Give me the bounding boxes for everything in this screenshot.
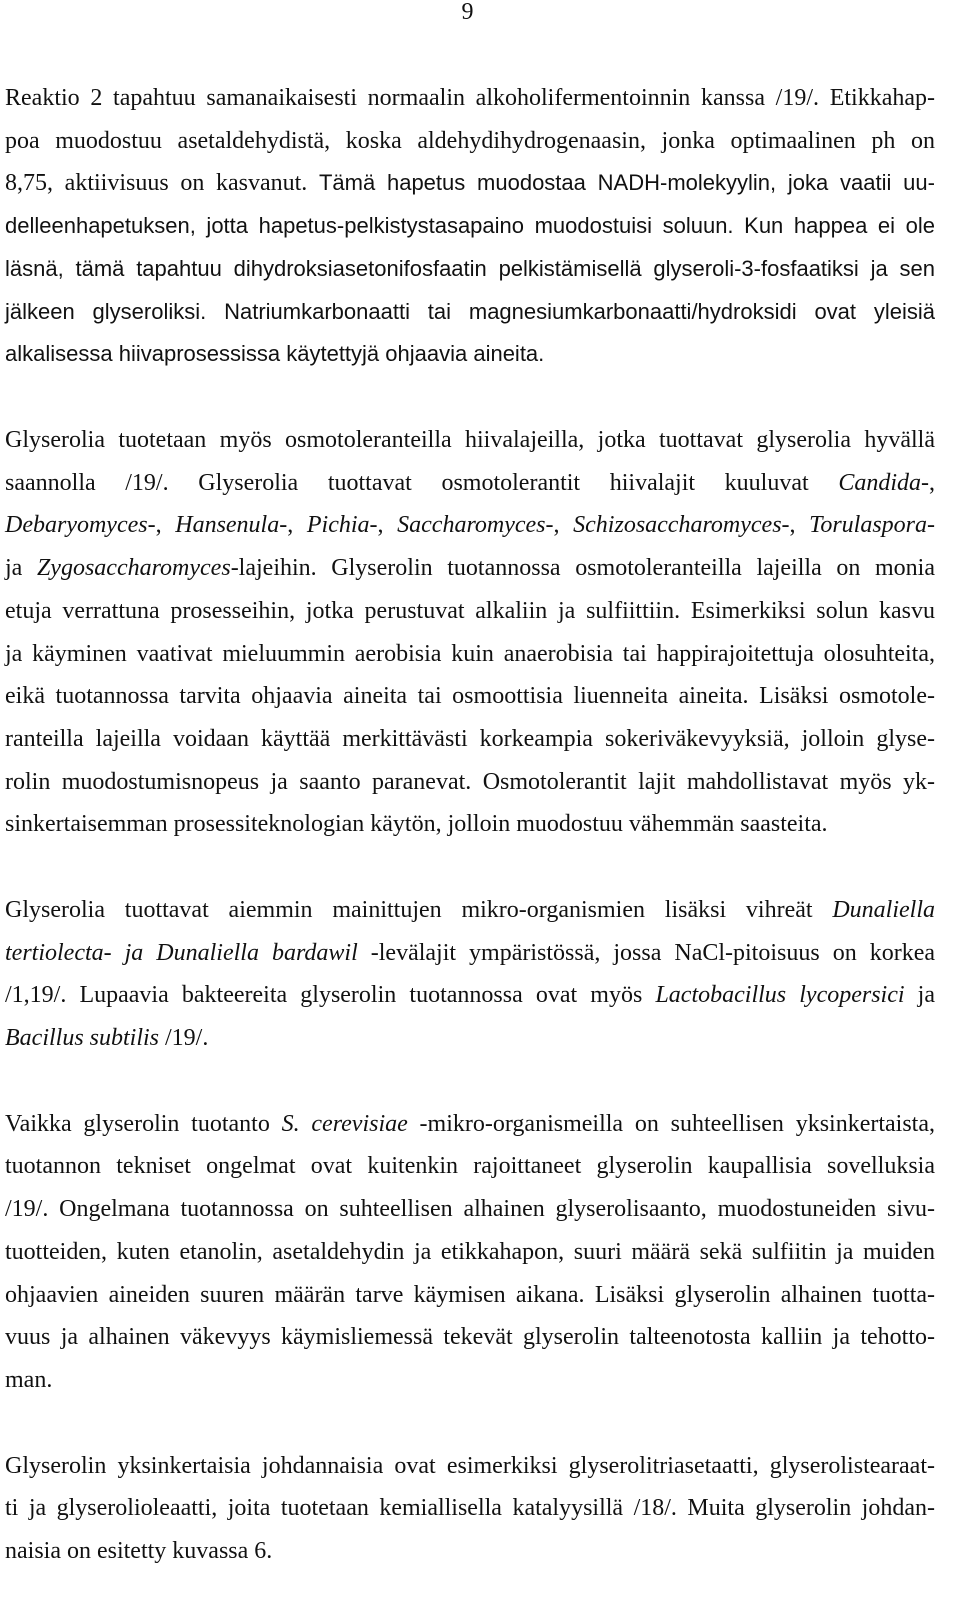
- text-line: [5, 1445, 935, 1488]
- italic-text: S. cerevisiae: [281, 1110, 408, 1137]
- text-segment: ranteilla lajeilla voidaan käyttää merkittävästi korkeampia sokeriväkevyyksiä, jolloin glyse-: [5, 726, 935, 753]
- italic-text: Hansenula: [175, 512, 280, 539]
- text-line: [5, 761, 935, 804]
- text-line: [5, 1188, 935, 1231]
- text-segment: eikä tuotannossa tarvita ohjaavia aineita tai osmoottisia liuenneita aineita. Lisäksi osmotole-: [5, 683, 935, 710]
- italic-text: tertiolecta- ja Dunaliella bardawil: [5, 939, 358, 966]
- text-segment: /1,19/. Lupaavia bakteereita glyserolin tuotannossa ovat myös: [5, 982, 656, 1009]
- text-segment: poa muodostuu asetaldehydistä, koska aldehydihydrogenaasin, jonka optimaalinen ph on: [5, 127, 935, 154]
- text-line: [5, 633, 935, 676]
- italic-text: Torulaspora: [809, 512, 928, 539]
- text-segment: sinkertaisemman prosessiteknologian käytön, jolloin muodostuu vähemmän saasteita.: [5, 811, 828, 838]
- text-line: [5, 675, 935, 718]
- italic-text: Pichia: [306, 512, 370, 539]
- paragraph: [5, 419, 935, 846]
- text-segment: ti ja glyserolioleaatti, joita tuotetaan kemiallisella katalyysillä /18/. Muita glyserolin johdan-: [5, 1495, 935, 1522]
- text-line: [5, 547, 935, 590]
- text-line: [5, 419, 935, 462]
- text-line: [5, 462, 935, 505]
- page-number: 9: [461, 0, 474, 25]
- italic-text: Candida: [838, 469, 921, 496]
- text-line: [5, 1530, 935, 1573]
- text-segment: /19/.: [159, 1025, 209, 1052]
- italic-text: Bacillus subtilis: [5, 1025, 160, 1052]
- document-body: [5, 77, 935, 1573]
- text-segment: /19/. Ongelmana tuotannossa on suhteellisen alhainen glyserolisaanto, muodostuneiden sivu-: [5, 1196, 935, 1223]
- text-segment: Reaktio 2 tapahtuu samanaikaisesti normaalin alkoholifermentoinnin kanssa /19/. Etikkahap-: [5, 85, 935, 111]
- text-line: [5, 162, 935, 205]
- text-line: [5, 803, 935, 846]
- text-segment: naisia on esitetty kuvassa 6.: [5, 1537, 273, 1564]
- text-line: [5, 1359, 935, 1402]
- text-line: [5, 77, 935, 120]
- text-segment: Tämä hapetus muodostaa NADH-molekyylin, joka vaatii uu-: [318, 170, 935, 196]
- italic-text: Lactobacillus lycopersici: [655, 982, 905, 1009]
- text-line: [5, 1145, 935, 1188]
- text-line: [5, 291, 935, 334]
- text-segment: -,: [147, 512, 176, 539]
- text-segment: -,: [369, 512, 398, 539]
- text-segment: alkalisessa hiivaprosessissa käytettyjä ohjaavia aineita.: [5, 341, 545, 367]
- text-segment: -,: [545, 512, 574, 539]
- text-line: [5, 1274, 935, 1317]
- text-segment: ohjaavien aineiden suuren määrän tarve käymisen aikana. Lisäksi glyserolin alhainen tuotta-: [5, 1281, 935, 1308]
- text-line: [5, 889, 935, 932]
- text-line: [5, 974, 935, 1017]
- text-line: [5, 1487, 935, 1530]
- text-line: [5, 1231, 935, 1274]
- paragraph: [5, 77, 935, 376]
- text-segment: tuotteiden, kuten etanolin, asetaldehydin ja etikkahapon, suuri määrä sekä sulfiitin ja muiden: [5, 1238, 935, 1265]
- italic-text: Schizosaccharomyces: [573, 512, 782, 539]
- text-segment: -,: [921, 469, 935, 496]
- text-segment: -mikro-organismeilla on suhteellisen yksinkertaista,: [407, 1110, 935, 1137]
- italic-text: Saccharomyces: [397, 512, 546, 539]
- text-segment: jälkeen glyseroliksi. Natriumkarbonaatti tai magnesiumkarbonaatti/hydroksidi ovat yleisiä: [5, 298, 935, 324]
- text-segment: man.: [5, 1367, 53, 1394]
- text-line: [5, 718, 935, 761]
- text-line: [5, 1103, 935, 1146]
- text-segment: ja: [904, 982, 935, 1009]
- text-line: [5, 590, 935, 633]
- text-segment: Vaikka glyserolin tuotanto: [5, 1110, 282, 1137]
- text-segment: Glyserolin yksinkertaisia johdannaisia ovat esimerkiksi glyserolitriasetaatti, glyserolistearaat-: [5, 1452, 935, 1479]
- text-line: [5, 1017, 935, 1060]
- text-segment: 8,75, aktiivisuus on kasvanut.: [5, 170, 319, 197]
- text-segment: etuja verrattuna prosesseihin, jotka perustuvat alkaliin ja sulfiittiin. Esimerkiksi solun kasvu: [5, 597, 935, 624]
- text-segment: vuus ja alhainen väkevyys käymisliemessä tekevät glyserolin talteenotosta kalliin ja tehotto-: [5, 1324, 935, 1351]
- text-segment: Glyserolia tuotetaan myös osmotoleranteilla hiivalajeilla, jotka tuottavat glyserolia hyvällä: [5, 426, 935, 453]
- text-segment: delleenhapetuksen, jotta hapetus-pelkistystasapaino muodostuisi soluun. Kun happea ei ole: [5, 213, 935, 239]
- text-line: [5, 120, 935, 163]
- text-line: [5, 1316, 935, 1359]
- text-segment: ja: [5, 555, 37, 582]
- paragraph: [5, 889, 935, 1060]
- text-segment: -levälajit ympäristössä, jossa NaCl-pitoisuus on korkea: [357, 939, 935, 966]
- text-segment: saannolla /19/. Glyserolia tuottavat osmotolerantit hiivalajit kuuluvat: [5, 469, 839, 496]
- text-segment: ja käyminen vaativat mieluummin aerobisia kuin anaerobisia tai happirajoitettuja olosuhteita,: [5, 640, 935, 667]
- italic-text: Debaryomyces: [5, 512, 148, 539]
- text-segment: -lajeihin. Glyserolin tuotannossa osmotoleranteilla lajeilla on monia: [230, 555, 935, 582]
- text-line: [5, 205, 935, 248]
- text-segment: -: [927, 512, 936, 539]
- text-segment: tuotannon tekniset ongelmat ovat kuitenkin rajoittaneet glyserolin kaupallisia sovelluksia: [5, 1153, 935, 1180]
- text-line: [5, 333, 935, 376]
- text-line: [5, 248, 935, 291]
- text-segment: Glyserolia tuottavat aiemmin mainittujen mikro-organismien lisäksi vihreät: [5, 896, 833, 923]
- text-segment: -,: [781, 512, 810, 539]
- text-line: [5, 932, 935, 975]
- paragraph: [5, 1103, 935, 1402]
- text-segment: läsnä, tämä tapahtuu dihydroksiasetonifosfaatin pelkistämisellä glyseroli-3-fosfaatiksi ja sen: [5, 255, 935, 281]
- paragraph: [5, 1445, 935, 1573]
- text-segment: rolin muodostumisnopeus ja saanto paranevat. Osmotolerantit lajit mahdollistavat myös yk-: [5, 768, 935, 795]
- text-segment: -,: [279, 512, 307, 539]
- text-line: [5, 504, 935, 547]
- italic-text: Dunaliella: [832, 896, 935, 923]
- italic-text: Zygosaccharomyces: [36, 555, 231, 582]
